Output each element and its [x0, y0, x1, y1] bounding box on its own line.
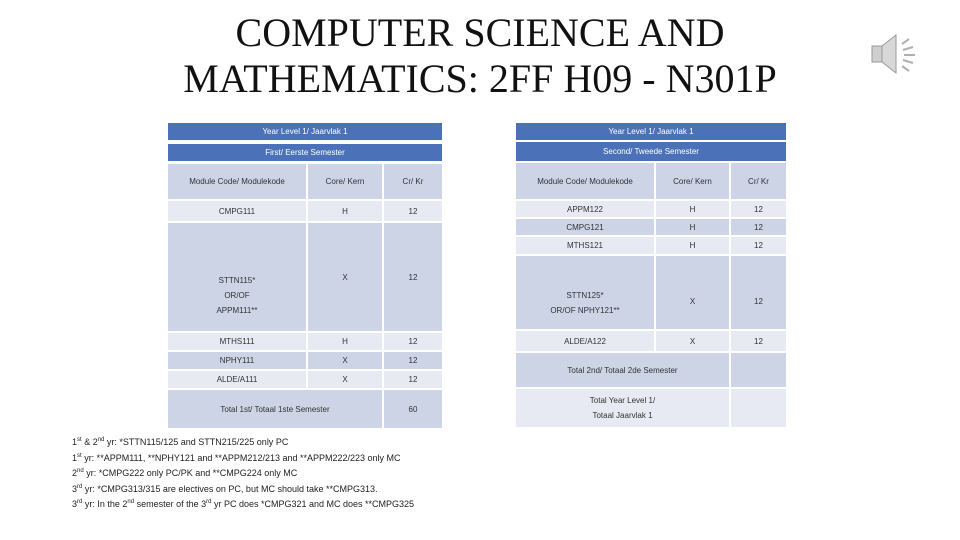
- left-total-label: Total 1st/ Totaal 1ste Semester: [167, 389, 383, 429]
- elective-option-2: APPM111**: [216, 305, 258, 315]
- speaker-icon[interactable]: [868, 28, 920, 80]
- table-row: X: [307, 351, 383, 370]
- right-col-header-core: Core/ Kern: [655, 162, 730, 200]
- right-elective-cell: [515, 255, 655, 330]
- elective-option-1: STTN115*: [218, 275, 256, 285]
- table-row: 12: [730, 200, 787, 218]
- table-row: 12: [730, 255, 787, 330]
- table-row: 12: [730, 330, 787, 352]
- table-row: 12: [383, 370, 443, 389]
- footnotes: [72, 435, 532, 513]
- table-row: X: [307, 370, 383, 389]
- table-row: 12: [730, 236, 787, 255]
- table-row: CMPG111: [167, 200, 307, 222]
- left-col-header-cr: Cr/ Kr: [383, 163, 443, 200]
- table-row: CMPG121: [515, 218, 655, 236]
- right-total-year-label: [515, 388, 730, 428]
- left-year-header: Year Level 1/ Jaarvlak 1: [167, 122, 443, 141]
- table-row: X: [307, 222, 383, 332]
- left-total-value: 60: [383, 389, 443, 429]
- right-year-header: Year Level 1/ Jaarvlak 1: [515, 122, 787, 141]
- table-row: APPM122: [515, 200, 655, 218]
- table-row: H: [655, 236, 730, 255]
- left-col-header-core: Core/ Kern: [307, 163, 383, 200]
- table-row: H: [655, 218, 730, 236]
- table-row: MTHS121: [515, 236, 655, 255]
- footnote-4: 3rd yr: *CMPG313/315 are electives on PC, but MC should take **CMPG313.: [72, 483, 378, 494]
- right-total-year-value: [730, 388, 787, 428]
- table-row: ALDE/A122: [515, 330, 655, 352]
- table-row: H: [655, 200, 730, 218]
- table-row: MTHS111: [167, 332, 307, 351]
- total-year-line-1: Total Year Level 1/: [589, 396, 656, 405]
- elective-option-2: OR/OF NPHY121**: [550, 305, 620, 315]
- footnote-1: 1st & 2nd yr: *STTN115/125 and STTN215/225 only PC: [72, 437, 289, 447]
- footnote-2: 1st yr: **APPM111, **NPHY121 and **APPM212/213 and **APPM222/223 only MC: [72, 452, 401, 463]
- right-total-semester-value: [730, 352, 787, 388]
- table-row: X: [655, 330, 730, 352]
- elective-or: OR/OF: [224, 290, 250, 300]
- left-semester-header: First/ Eerste Semester: [167, 143, 443, 162]
- table-row: H: [307, 200, 383, 222]
- right-col-header-code: Module Code/ Modulekode: [515, 162, 655, 200]
- right-total-semester-label: Total 2nd/ Totaal 2de Semester: [515, 352, 730, 388]
- right-semester-header: Second/ Tweede Semester: [515, 141, 787, 162]
- left-col-header-code: Module Code/ Modulekode: [167, 163, 307, 200]
- page-title: [120, 10, 840, 102]
- table-row: H: [307, 332, 383, 351]
- left-elective-cell: [167, 222, 307, 332]
- title-line-1: COMPUTER SCIENCE AND: [235, 10, 725, 55]
- table-row: 12: [383, 332, 443, 351]
- table-row: ALDE/A111: [167, 370, 307, 389]
- footnote-5: 3rd yr: In the 2nd semester of the 3rd yr PC does *CMPG321 and MC does **CMPG325: [72, 499, 415, 509]
- title-line-2: MATHEMATICS: 2FF H09 - N301P: [183, 56, 777, 101]
- elective-option-1: STTN125*: [566, 290, 604, 300]
- table-row: 12: [383, 351, 443, 370]
- table-row: 12: [730, 218, 787, 236]
- table-row: 12: [383, 222, 443, 332]
- table-row: X: [655, 255, 730, 330]
- footnote-3: 2nd yr: *CMPG222 only PC/PK and **CMPG224 only MC: [72, 468, 298, 478]
- table-row: 12: [383, 200, 443, 222]
- table-row: NPHY111: [167, 351, 307, 370]
- total-year-line-2: Totaal Jaarvlak 1: [592, 411, 653, 420]
- right-col-header-cr: Cr/ Kr: [730, 162, 787, 200]
